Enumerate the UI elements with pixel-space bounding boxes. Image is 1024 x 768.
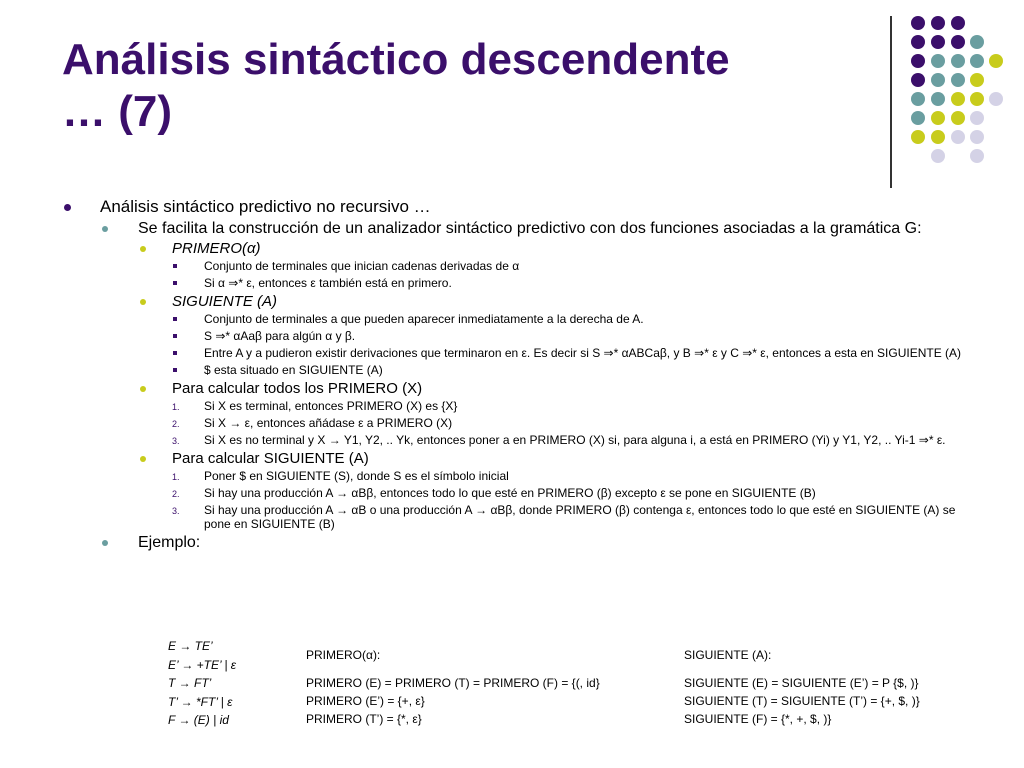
grammar-rule: E → TE’ [168, 639, 213, 653]
calc-primero-step-3: Si X es no terminal y X → Y1, Y2, .. Yk, entonces poner a en PRIMERO (X) si, para alguna i, a está en PRIMERO (Yi) y Y1, Y2, .. Yi-1 ⇒* ε. [204, 433, 946, 447]
dot [989, 92, 1003, 106]
dot [931, 73, 945, 87]
siguiente-header: SIGUIENTE (A): [684, 648, 772, 662]
dot [911, 92, 925, 106]
dot [951, 130, 965, 144]
bullet-calc-primero: Para calcular todos los PRIMERO (X) [138, 380, 982, 398]
slide-content [62, 196, 982, 554]
dot [931, 16, 945, 30]
dot [911, 111, 925, 125]
numbered-item: 2. Si hay una producción A → αBβ, entonces todo lo que esté en PRIMERO (β) excepto ε se pone en SIGUIENTE (B) [172, 486, 816, 500]
bullet-siguiente-between: Entre A y a pudieron existir derivaciones que terminaron en ε. Es decir si S ⇒* αABCaβ, y B ⇒* ε y C ⇒* ε, entonces a esta en SIGUIENTE (A) [172, 346, 982, 360]
numbered-item: 3. Si hay una producción A → αB o una producción A → αBβ, donde PRIMERO (β) contenga ε, entonces todo lo que esté en SIGUIENTE (A) se pone en SIGUIENTE (B) [172, 503, 956, 531]
grammar-rule: T → FT’ [168, 676, 212, 691]
dot [970, 92, 984, 106]
numbered-item: 2. Si X → ε, entonces añádase ε a PRIMERO (X) [172, 416, 453, 430]
page-title [62, 34, 730, 138]
dot [931, 111, 945, 125]
dot [911, 16, 925, 30]
title-line-2: … (7) [62, 87, 172, 136]
grammar-rule: E’ → +TE’ | ε [168, 657, 237, 672]
bullet-primero: PRIMERO(α) [138, 240, 982, 258]
dot [989, 54, 1003, 68]
primero-row: PRIMERO (E’) = {+, ε} [306, 694, 425, 708]
dot [911, 73, 925, 87]
bullet-siguiente-def: Conjunto de terminales a que pueden aparecer inmediatamente a la derecha de A. [172, 312, 982, 326]
dot [911, 35, 925, 49]
numbered-item: 1. Poner $ en SIGUIENTE (S), donde S es el símbolo inicial [172, 469, 509, 483]
bullet-level2: Se facilita la construcción de un analizador sintáctico predictivo con dos funciones asociadas a la gramática G: [100, 220, 982, 238]
siguiente-row: SIGUIENTE (E) = SIGUIENTE (E’) = P {$, )} [684, 676, 919, 690]
dot [951, 35, 965, 49]
divider-line [890, 16, 892, 188]
bullet-level1: Análisis sintáctico predictivo no recursivo … [62, 196, 982, 217]
dot [931, 54, 945, 68]
dot [951, 16, 965, 30]
primero-row: PRIMERO (T’) = {*, ε} [306, 712, 422, 726]
dot [911, 54, 925, 68]
primero-header: PRIMERO(α): [306, 648, 381, 662]
calc-primero-step-2: Si X → ε, entonces añádase ε a PRIMERO (X) [204, 416, 453, 430]
example-grammar [168, 637, 236, 730]
calc-siguiente-step-3: Si hay una producción A → αB o una producción A → αBβ, donde PRIMERO (β) contenga ε, entonces todo lo que esté en SIGUIENTE (A) se pone en SIGUIENTE (B) [204, 503, 956, 531]
bullet-primero-epsilon: Si α ⇒* ε, entonces ε también está en primero. [172, 276, 982, 290]
dot [951, 92, 965, 106]
bullet-siguiente-derivation: S ⇒* αAaβ para algún α y β. [172, 329, 982, 343]
dot [951, 111, 965, 125]
dot [931, 92, 945, 106]
calc-siguiente-step-2: Si hay una producción A → αBβ, entonces todo lo que esté en PRIMERO (β) excepto ε se pone en SIGUIENTE (B) [204, 486, 816, 500]
numbered-item: 3. Si X es no terminal y X → Y1, Y2, .. Yk, entonces poner a en PRIMERO (X) si, para alguna i, a está en PRIMERO (Yi) y Y1, Y2, .. Yi-1 ⇒* ε. [172, 433, 946, 447]
dot [951, 73, 965, 87]
calc-siguiente-step-1: Poner $ en SIGUIENTE (S), donde S es el símbolo inicial [204, 469, 509, 483]
dot [951, 54, 965, 68]
dot [931, 130, 945, 144]
dot [931, 149, 945, 163]
bullet-siguiente: SIGUIENTE (A) [138, 293, 982, 311]
calc-primero-step-1: Si X es terminal, entonces PRIMERO (X) es {X} [204, 399, 458, 413]
bullet-siguiente-dollar: $ esta situado en SIGUIENTE (A) [172, 363, 982, 377]
dot [911, 130, 925, 144]
dot [931, 35, 945, 49]
siguiente-row: SIGUIENTE (T) = SIGUIENTE (T’) = {+, $, )} [684, 694, 920, 708]
dot [970, 130, 984, 144]
bullet-calc-siguiente: Para calcular SIGUIENTE (A) [138, 450, 982, 468]
grammar-rule: F → (E) | id [168, 713, 229, 728]
primero-row: PRIMERO (E) = PRIMERO (T) = PRIMERO (F) = {(, id} [306, 676, 600, 690]
dot [970, 35, 984, 49]
bullet-primero-def: Conjunto de terminales que inician cadenas derivadas de α [172, 259, 982, 273]
grammar-rule: T’ → *FT’ | ε [168, 694, 233, 709]
numbered-item: 1. Si X es terminal, entonces PRIMERO (X) es {X} [172, 399, 458, 413]
bullet-ejemplo: Ejemplo: [100, 534, 982, 552]
dot [970, 54, 984, 68]
title-line-1: Análisis sintáctico descendente [62, 35, 730, 84]
dot [970, 149, 984, 163]
dot [970, 111, 984, 125]
dot [970, 73, 984, 87]
siguiente-row: SIGUIENTE (F) = {*, +, $, )} [684, 712, 832, 726]
